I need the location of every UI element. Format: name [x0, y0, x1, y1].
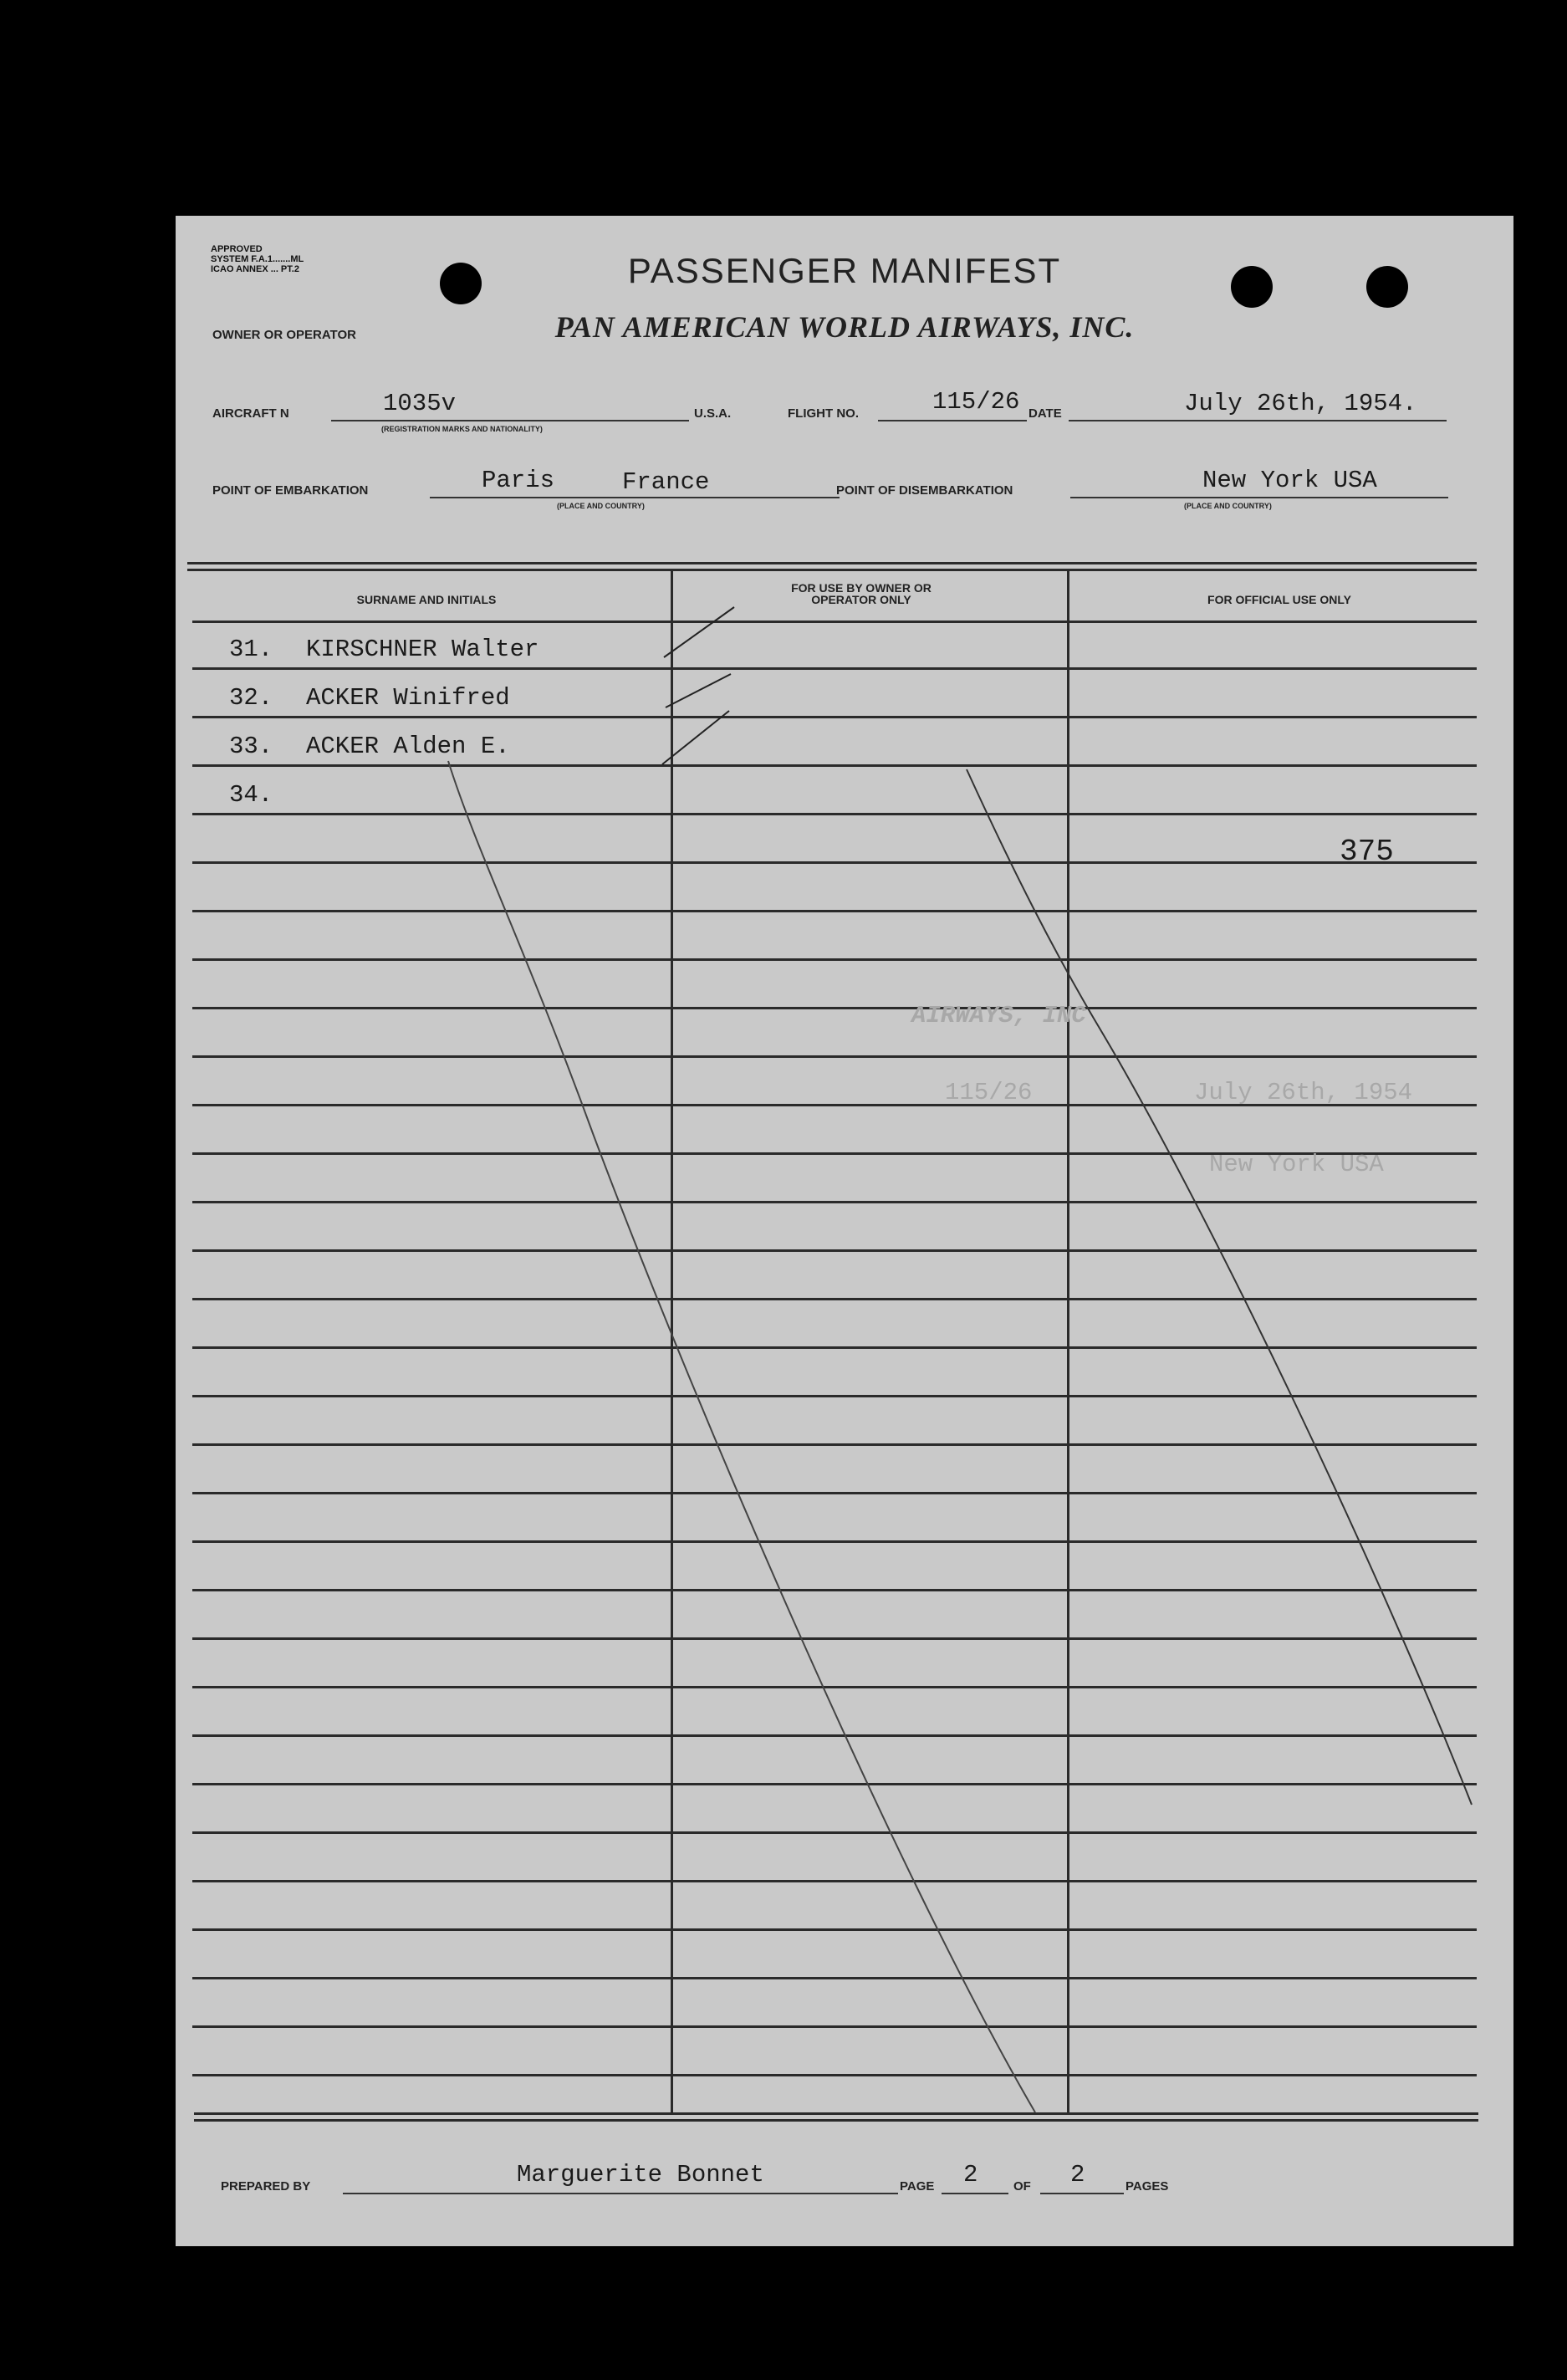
manifest-sheet: [176, 216, 1513, 2246]
table-bottom-rule: [194, 2112, 1478, 2115]
column-header-official: FOR OFFICIAL USE ONLY: [1207, 593, 1351, 606]
row-number: 34.: [229, 781, 273, 809]
flight-number: 115/26: [932, 388, 1020, 416]
aircraft-value: 1035v: [383, 390, 457, 417]
ghost-destination: New York USA: [1209, 1151, 1384, 1178]
flight-label: FLIGHT NO.: [788, 406, 859, 421]
page-label: PAGE: [900, 2179, 935, 2194]
place-caption-embark: (PLACE AND COUNTRY): [557, 502, 645, 510]
embarkation-country: France: [622, 468, 710, 496]
row-number: 33.: [229, 733, 273, 760]
table-bottom-rule-2: [194, 2119, 1478, 2122]
embarkation-label: POINT OF EMBARKATION: [212, 483, 369, 498]
cancel-line-right: [967, 769, 1472, 1805]
of-underline: [1040, 2193, 1124, 2194]
approval-line: APPROVED: [211, 244, 263, 254]
passenger-name: ACKER Alden E.: [306, 733, 510, 760]
approval-line: SYSTEM F.A.1.......ML: [211, 254, 304, 264]
passenger-name: KIRSCHNER Walter: [306, 636, 539, 663]
row-number: 31.: [229, 636, 273, 663]
prepared-by-underline: [343, 2193, 898, 2194]
total-pages: 2: [1070, 2161, 1085, 2188]
pen-strokes: [176, 216, 1513, 2246]
check-mark-2: [666, 674, 731, 707]
of-label: OF: [1013, 2179, 1031, 2194]
column-header-owner: FOR USE BY OWNER OR OPERATOR ONLY: [791, 581, 932, 606]
nationality: U.S.A.: [694, 406, 732, 421]
embarkation-city: Paris: [482, 467, 555, 494]
passenger-name: ACKER Winifred: [306, 684, 510, 712]
disembarkation-label: POINT OF DISEMBARKATION: [836, 483, 1013, 498]
approval-line: ICAO ANNEX ... PT.2: [211, 264, 299, 274]
check-mark-1: [664, 607, 734, 657]
airline-name: PAN AMERICAN WORLD AIRWAYS, INC.: [554, 310, 1135, 344]
page-number: 2: [963, 2161, 978, 2188]
handwritten-note: 375: [1340, 835, 1394, 869]
check-mark-3: [662, 711, 729, 764]
date-value: July 26th, 1954.: [1184, 390, 1417, 417]
owner-label: OWNER OR OPERATOR: [212, 328, 356, 342]
row-number: 32.: [229, 684, 273, 712]
column-header-surname: SURNAME AND INITIALS: [356, 593, 497, 606]
aircraft-label: AIRCRAFT N: [212, 406, 289, 421]
prepared-by-label: PREPARED BY: [221, 2179, 311, 2194]
place-caption-disembark: (PLACE AND COUNTRY): [1184, 502, 1272, 510]
page-underline: [942, 2193, 1008, 2194]
registration-caption: (REGISTRATION MARKS AND NATIONALITY): [381, 425, 543, 433]
ghost-flight: 115/26: [945, 1079, 1033, 1106]
cancel-line-left: [448, 761, 1035, 2112]
ghost-date: July 26th, 1954: [1194, 1079, 1413, 1106]
pages-label: PAGES: [1125, 2179, 1169, 2194]
prepared-by-value: Marguerite Bonnet: [517, 2161, 764, 2188]
date-label: DATE: [1029, 406, 1062, 421]
page-title: PASSENGER MANIFEST: [627, 251, 1062, 290]
disembarkation-value: New York USA: [1202, 467, 1377, 494]
ghost-airline: AIRWAYS, INC: [911, 1002, 1086, 1029]
